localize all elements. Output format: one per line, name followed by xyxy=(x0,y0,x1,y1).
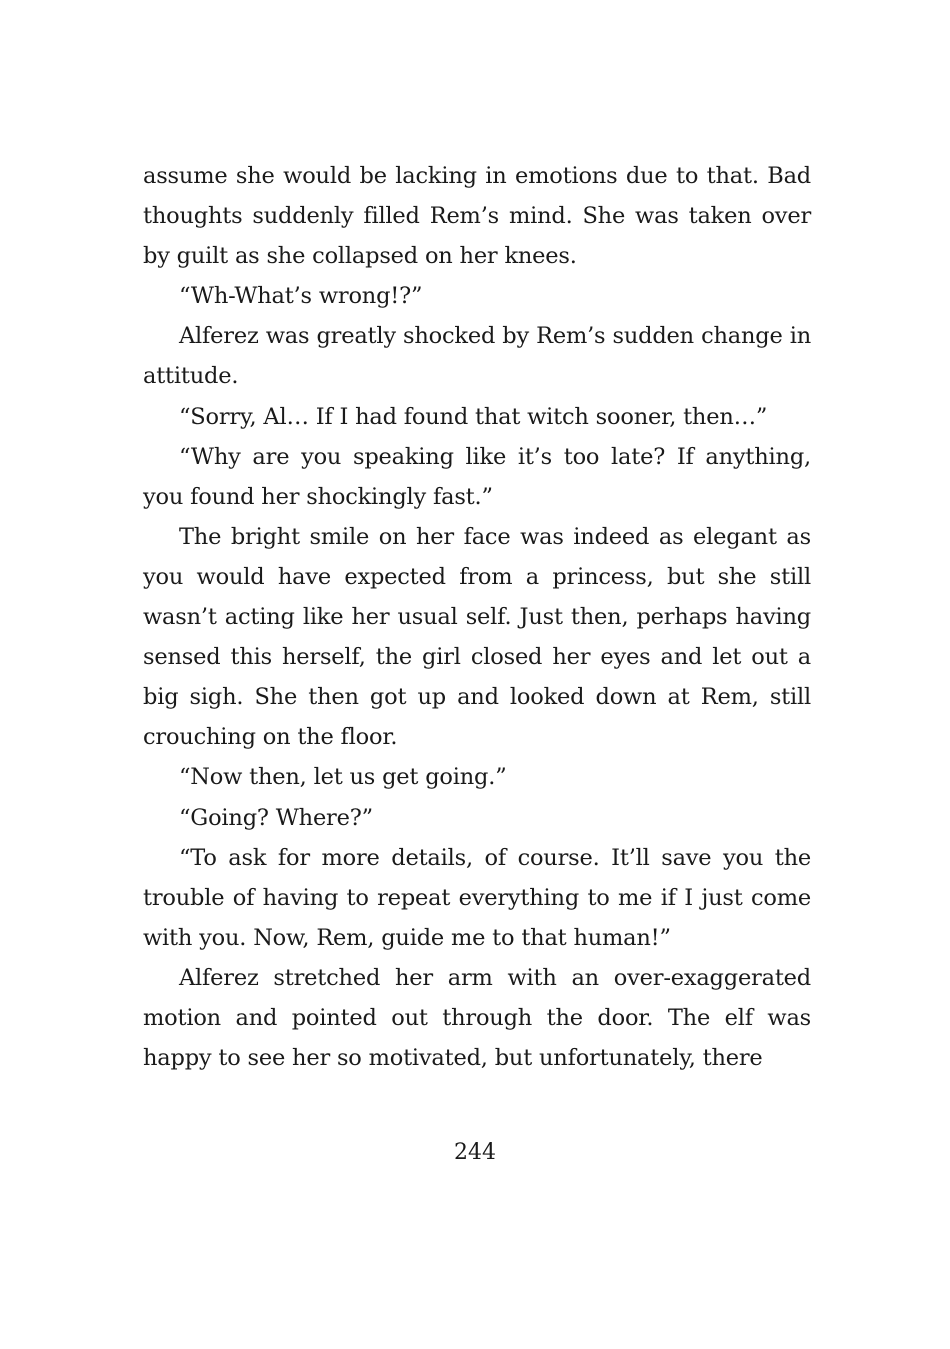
paragraph-continuation: assume she would be lacking in emotions due to that. Bad thoughts suddenly filled Rem’s mind. She was taken over by guilt as she collapsed on her knees. xyxy=(143,163,811,270)
paragraph: The bright smile on her face was indeed as elegant as you would have expected from a princess, but she still wasn’t acting like her usual self. Just then, perhaps having sensed this herself, the girl closed her eyes and let out a big sigh. She then got up and looked down at Rem, still crouching on the floor. xyxy=(143,523,811,751)
paragraph: “Wh-What’s wrong!?” xyxy=(179,283,423,310)
page-number: 244 xyxy=(454,1140,496,1165)
body-text xyxy=(143,156,811,1078)
paragraph: “To ask for more details, of course. It’ll save you the trouble of having to repeat everything to me if I just come with you. Now, Rem, guide me to that human!” xyxy=(143,844,811,951)
paragraph: “Why are you speaking like it’s too late? If anything, you found her shockingly fast.” xyxy=(143,443,811,510)
paragraph: Alferez was greatly shocked by Rem’s sudden change in attitude. xyxy=(143,323,811,390)
paragraph: “Going? Where?” xyxy=(179,804,373,831)
paragraph: “Now then, let us get going.” xyxy=(179,764,507,791)
paragraph: “Sorry, Al… If I had found that witch sooner, then…” xyxy=(179,403,768,430)
paragraph: Alferez stretched her arm with an over-exaggerated motion and pointed out through the door. The elf was happy to see her so motivated, but unfortunately, there xyxy=(143,964,811,1072)
